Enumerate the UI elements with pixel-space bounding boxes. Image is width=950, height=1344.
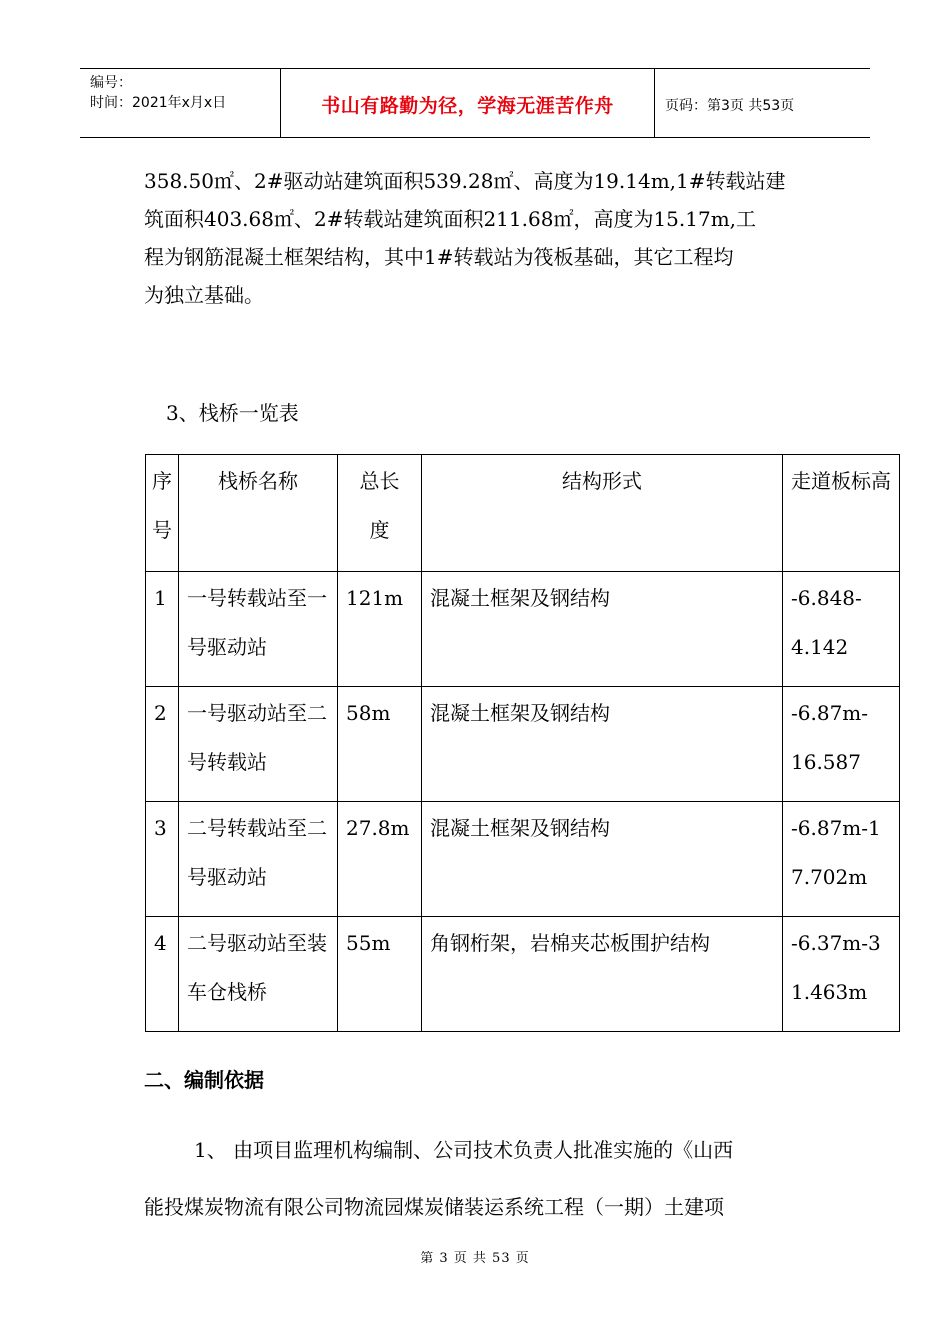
paragraph-line: 程为钢筋混凝土框架结构，其中1#转载站为筏板基础，其它工程均 (144, 245, 734, 269)
table-header-row (146, 455, 900, 572)
page-footer: 第 3 页 共 53 页 (420, 1251, 530, 1266)
basis-paragraph (144, 1122, 814, 1236)
paragraph-line: 358.50㎡、2#驱动站建筑面积539.28㎡、高度为19.14m,1#转载站建 (144, 169, 786, 193)
cell-name: 一号驱动站至二号转载站 (179, 687, 338, 802)
paragraph-line: 为独立基础。 (144, 283, 264, 307)
header-page-number: 页码：第3页 共53页 (665, 98, 795, 114)
cell-name: 二号驱动站至装车仓栈桥 (179, 917, 338, 1032)
cell-elevation: -6.87m-16.587 (783, 687, 900, 802)
cell-name: 一号转载站至一号驱动站 (179, 572, 338, 687)
section-heading-basis: 二、编制依据 (144, 1068, 264, 1092)
header-cell-name: 栈桥名称 (179, 455, 338, 572)
cell-no: 4 (146, 917, 179, 1032)
header-cell-structure: 结构形式 (422, 455, 783, 572)
cell-length: 58m (338, 687, 422, 802)
section-title-trestle-list: 3、栈桥一览表 (166, 401, 299, 425)
cell-name: 二号转载站至二号驱动站 (179, 802, 338, 917)
header-cell-no: 序号 (146, 455, 179, 572)
cell-no: 2 (146, 687, 179, 802)
table-row (146, 687, 900, 802)
cell-elevation: -6.87m-17.702m (783, 802, 900, 917)
paragraph-line: 能投煤炭物流有限公司物流园煤炭储装运系统工程（一期）土建项 (144, 1195, 724, 1219)
cell-structure: 混凝土框架及钢结构 (422, 687, 783, 802)
header-info-cell (80, 69, 280, 137)
cell-no: 1 (146, 572, 179, 687)
cell-structure: 混凝土框架及钢结构 (422, 802, 783, 917)
cell-no: 3 (146, 802, 179, 917)
header-motto-cell (280, 69, 655, 137)
cell-length: 55m (338, 917, 422, 1032)
header-motto: 书山有路勤为径，学海无涯苦作舟 (321, 95, 614, 117)
table-row (146, 572, 900, 687)
cell-structure: 角钢桁架，岩棉夹芯板围护结构 (422, 917, 783, 1032)
cell-elevation: -6.848-4.142 (783, 572, 900, 687)
header-cell-elevation: 走道板标高 (783, 455, 900, 572)
paragraph-line: 1、 由项目监理机构编制、公司技术负责人批准实施的《山西 (194, 1138, 734, 1162)
paragraph-line: 筑面积403.68㎡、2#转载站建筑面积211.68㎡，高度为15.17m,工 (144, 207, 757, 231)
trestle-table (145, 454, 900, 1032)
header-page-cell (655, 69, 870, 137)
document-time-label: 时间：2021年x月x日 (90, 95, 227, 111)
table-row (146, 917, 900, 1032)
table-row (146, 802, 900, 917)
document-number-label: 编号： (90, 75, 132, 91)
cell-elevation: -6.37m-31.463m (783, 917, 900, 1032)
cell-length: 121m (338, 572, 422, 687)
cell-structure: 混凝土框架及钢结构 (422, 572, 783, 687)
header-cell-length: 总长度 (338, 455, 422, 572)
page-header (80, 68, 870, 138)
intro-paragraph (144, 162, 814, 314)
cell-length: 27.8m (338, 802, 422, 917)
